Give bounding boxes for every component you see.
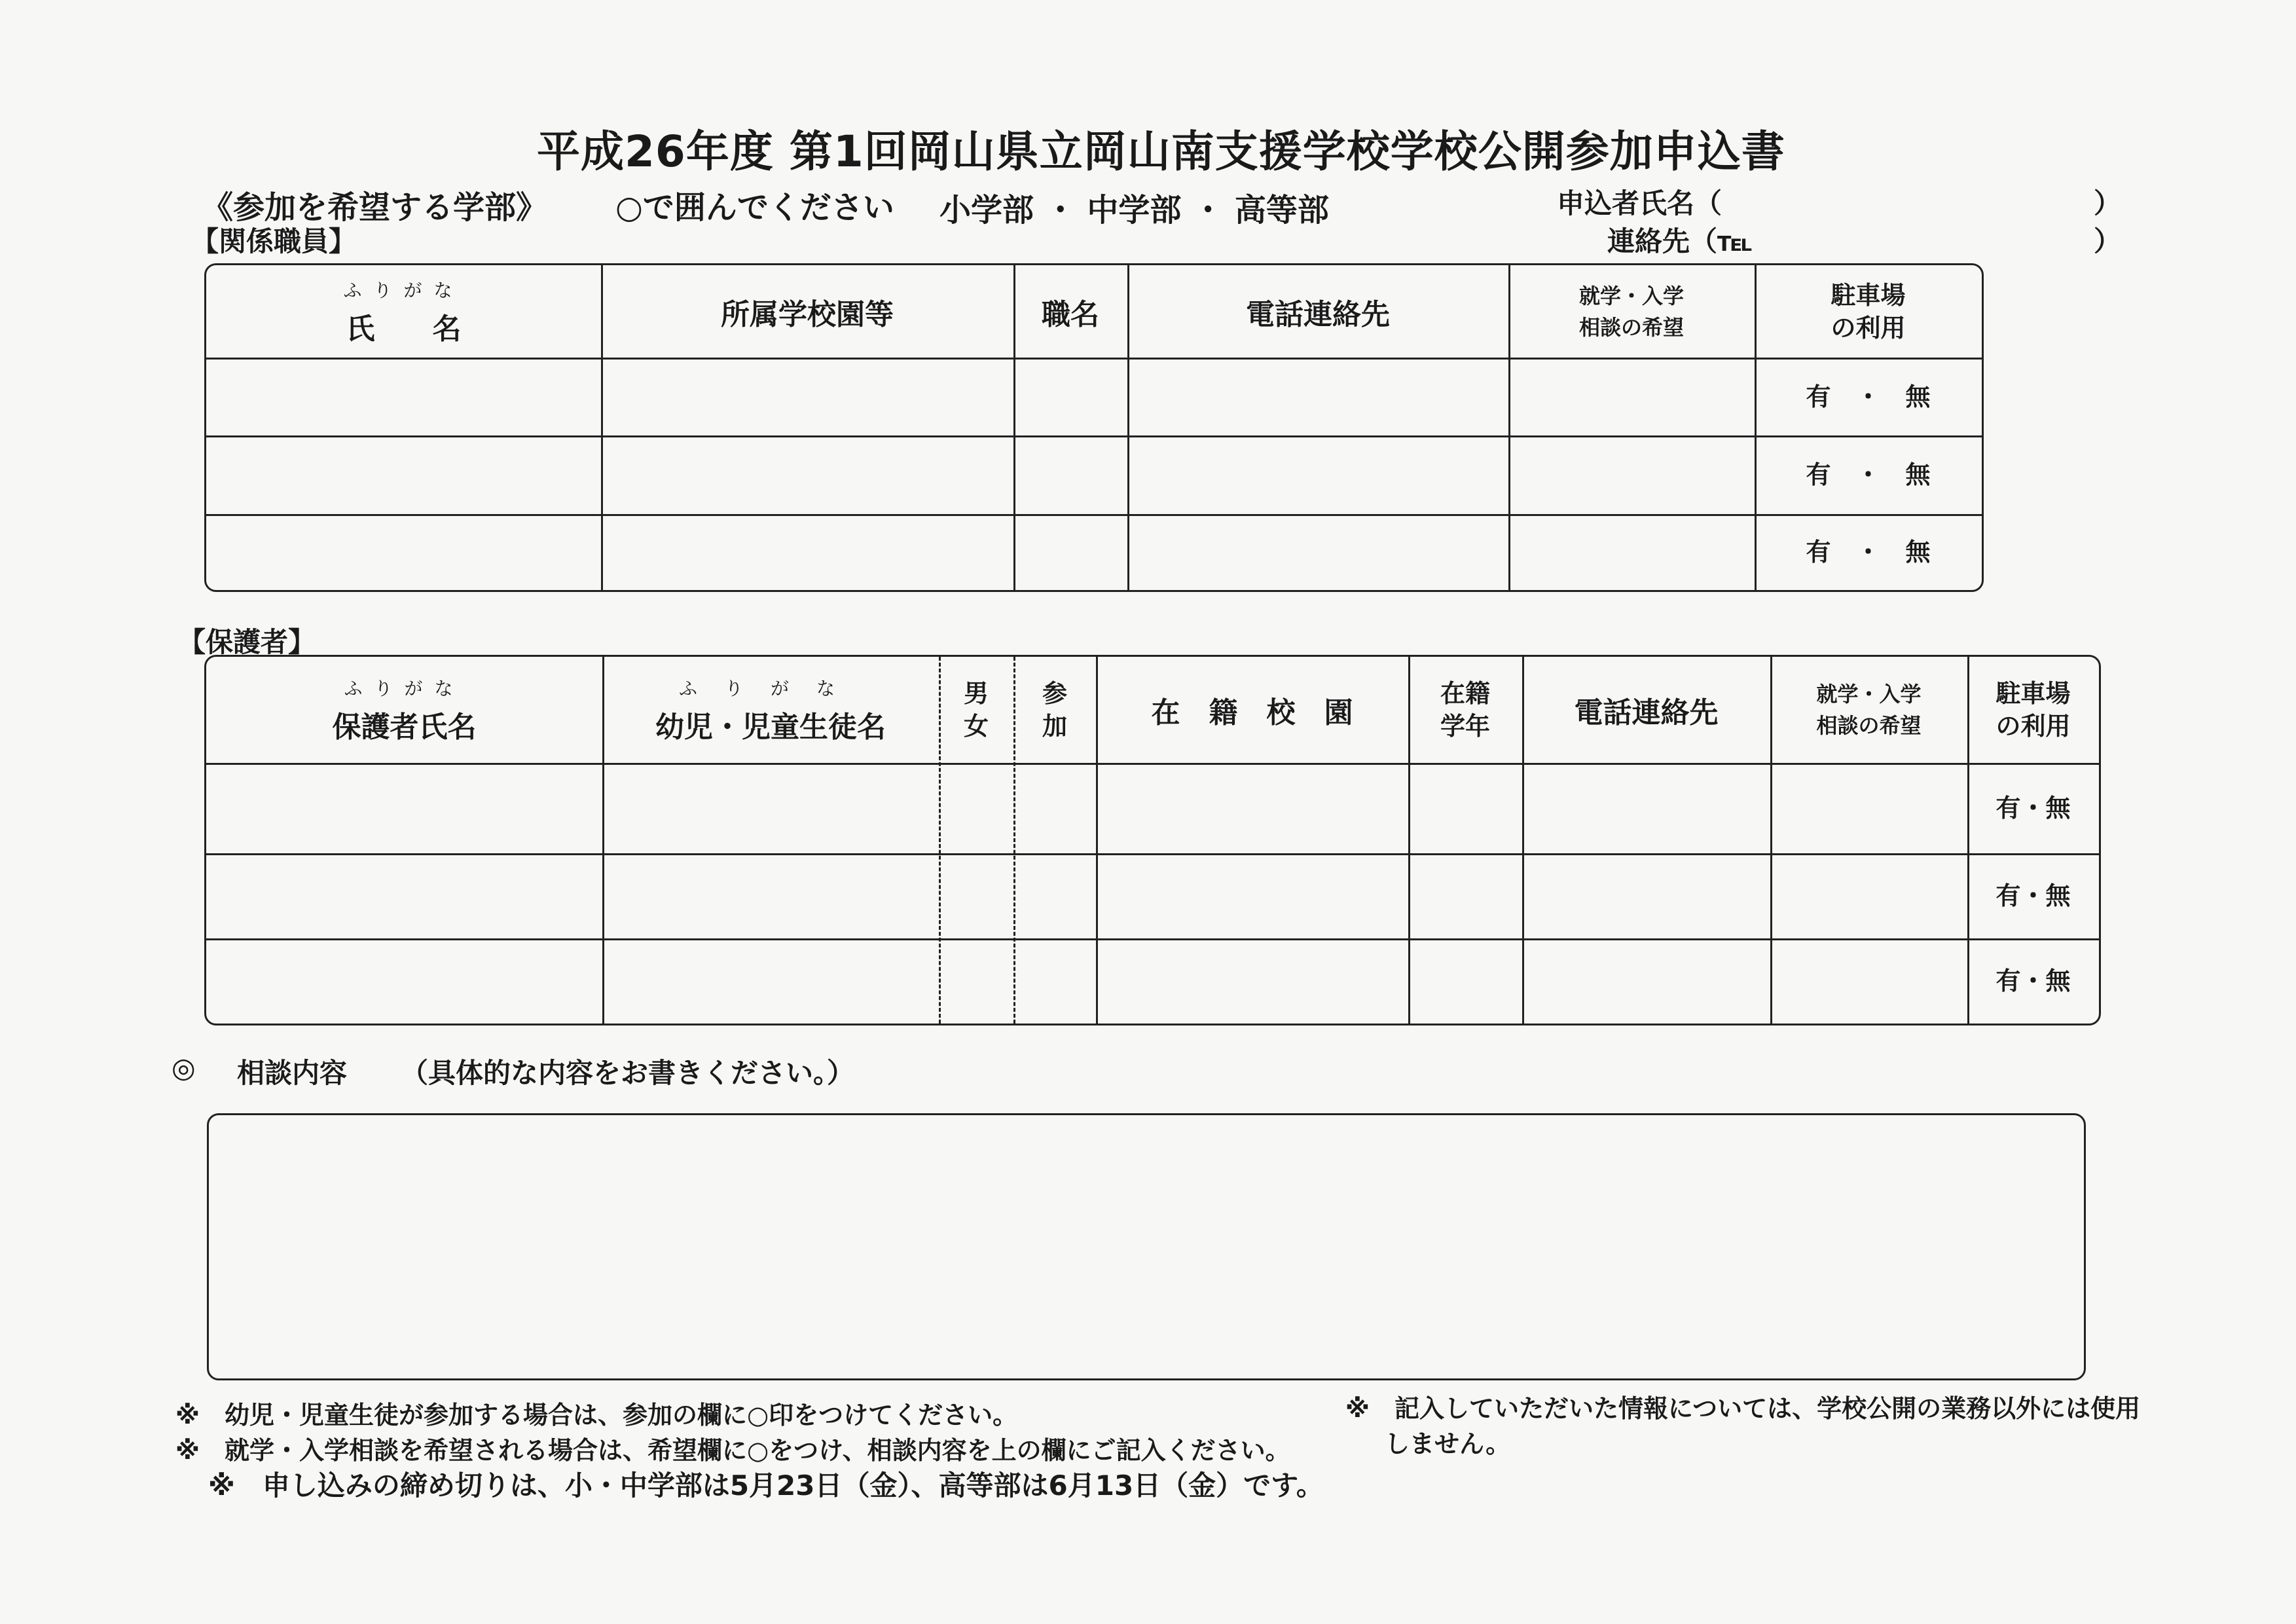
guardian-row-3-parking[interactable]: 有・無 (1995, 967, 2071, 995)
guardian-parking-label-2: の利用 (1995, 712, 2071, 741)
guardian-header-name (206, 657, 602, 763)
applicant-name-close: ） (2094, 187, 2122, 219)
note-participation: ※ 幼児・児童生徒が参加する場合は、参加の欄に○印をつけてください。 (175, 1401, 1018, 1430)
guardian-row-3-inputs[interactable] (206, 938, 1967, 1024)
dept-instruction: ○で囲んでください (615, 189, 894, 226)
applicant-name-label: 申込者氏名（ (1557, 187, 1722, 219)
note-privacy-line2: しません。 (1385, 1430, 1511, 1458)
consult-label: 相談内容 (237, 1057, 348, 1089)
applicant-contact-label: 連絡先（℡ (1607, 225, 1753, 257)
staff-row-3-parking[interactable]: 有 ・ 無 (1806, 538, 1931, 566)
dept-label: 《参加を希望する学部》 (202, 189, 548, 226)
guardian-header-grade (1408, 657, 1522, 763)
staff-furigana-label: ふりがな (343, 279, 464, 301)
guardian-parking-label-1: 駐車場 (1995, 679, 2071, 708)
consult-content-text[interactable] (209, 1115, 2084, 1141)
staff-section-title: 【関係職員】 (191, 225, 357, 257)
guardian-header-school (1096, 657, 1408, 763)
staff-header-position (1013, 265, 1127, 358)
consult-mark: ◎ (172, 1052, 196, 1084)
sex-label-2: 女 (963, 712, 989, 741)
staff-table (204, 263, 1984, 592)
note-deadline: ※ 申し込みの締め切りは、小・中学部は5月23日（金）、高等部は6月13日（金）です。 (208, 1469, 1324, 1502)
applicant-name-field[interactable] (1735, 182, 2095, 215)
staff-header-parking (1755, 265, 1982, 358)
child-furigana-label: ふりがな (678, 678, 862, 699)
staff-school-label: 所属学校園等 (721, 297, 894, 331)
staff-header-name (206, 265, 601, 358)
staff-row-2-parking[interactable]: 有 ・ 無 (1806, 460, 1931, 489)
join-label-2: 加 (1042, 712, 1067, 741)
staff-consult-label-1: 就学・入学 (1578, 283, 1684, 308)
staff-header-consult (1508, 265, 1755, 358)
staff-parking-label-2: の利用 (1831, 313, 1906, 342)
staff-consult-label-2: 相談の希望 (1578, 314, 1684, 340)
consult-hint: （具体的な内容をお書きください。） (401, 1057, 855, 1089)
guardian-table (204, 655, 2101, 1025)
consult-content-box[interactable] (207, 1113, 2086, 1380)
guardian-name-label: 保護者氏名 (332, 710, 477, 744)
guardian-section-title: 【保護者】 (178, 626, 316, 658)
staff-name-label: 氏 名 (346, 312, 462, 346)
guardian-row-2-parking[interactable]: 有・無 (1995, 881, 2071, 910)
staff-parking-label-1: 駐車場 (1831, 280, 1906, 310)
note-consultation: ※ 就学・入学相談を希望される場合は、希望欄に○をつけ、相談内容を上の欄にご記入ください。 (175, 1436, 1290, 1465)
staff-row-1-parking[interactable]: 有 ・ 無 (1806, 382, 1931, 411)
form-title: 平成26年度 第1回岡山県立岡山南支援学校学校公開参加申込書 (537, 126, 1785, 177)
sex-label-1: 男 (963, 679, 989, 708)
guardian-header-parking (1967, 657, 2099, 763)
staff-row-3-inputs[interactable] (206, 514, 1755, 590)
child-name-label: 幼児・児童生徒名 (655, 710, 886, 744)
guardian-header-sex (939, 657, 1013, 763)
note-privacy-line1: ※ 記入していただいた情報については、学校公開の業務以外には使用 (1345, 1394, 2141, 1423)
enrolled-school-label: 在 籍 校 園 (1151, 696, 1353, 729)
grade-label-2: 学年 (1440, 712, 1490, 741)
staff-position-label: 職名 (1042, 297, 1099, 331)
dept-options[interactable]: 小学部 ・ 中学部 ・ 高等部 (939, 192, 1329, 229)
guardian-consult-label-1: 就学・入学 (1816, 682, 1922, 707)
grade-label-1: 在籍 (1440, 679, 1490, 708)
guardian-phone-label: 電話連絡先 (1574, 696, 1719, 729)
guardian-header-child (602, 657, 939, 763)
staff-phone-label: 電話連絡先 (1246, 297, 1390, 331)
join-label-1: 参 (1042, 679, 1067, 708)
guardian-header-phone (1522, 657, 1770, 763)
guardian-row-1-inputs[interactable] (206, 763, 1967, 853)
staff-row-1-inputs[interactable] (206, 358, 1755, 435)
guardian-row-1-parking[interactable]: 有・無 (1995, 794, 2071, 822)
guardian-header-join (1013, 657, 1096, 763)
applicant-contact-field[interactable] (1755, 220, 2095, 253)
guardian-furigana-label: ふりがな (344, 678, 465, 699)
staff-header-phone (1127, 265, 1508, 358)
guardian-header-consult (1770, 657, 1967, 763)
staff-row-2-inputs[interactable] (206, 435, 1755, 514)
guardian-consult-label-2: 相談の希望 (1816, 713, 1922, 738)
staff-header-school (601, 265, 1013, 358)
applicant-contact-close: ） (2094, 225, 2122, 257)
guardian-row-2-inputs[interactable] (206, 853, 1967, 938)
